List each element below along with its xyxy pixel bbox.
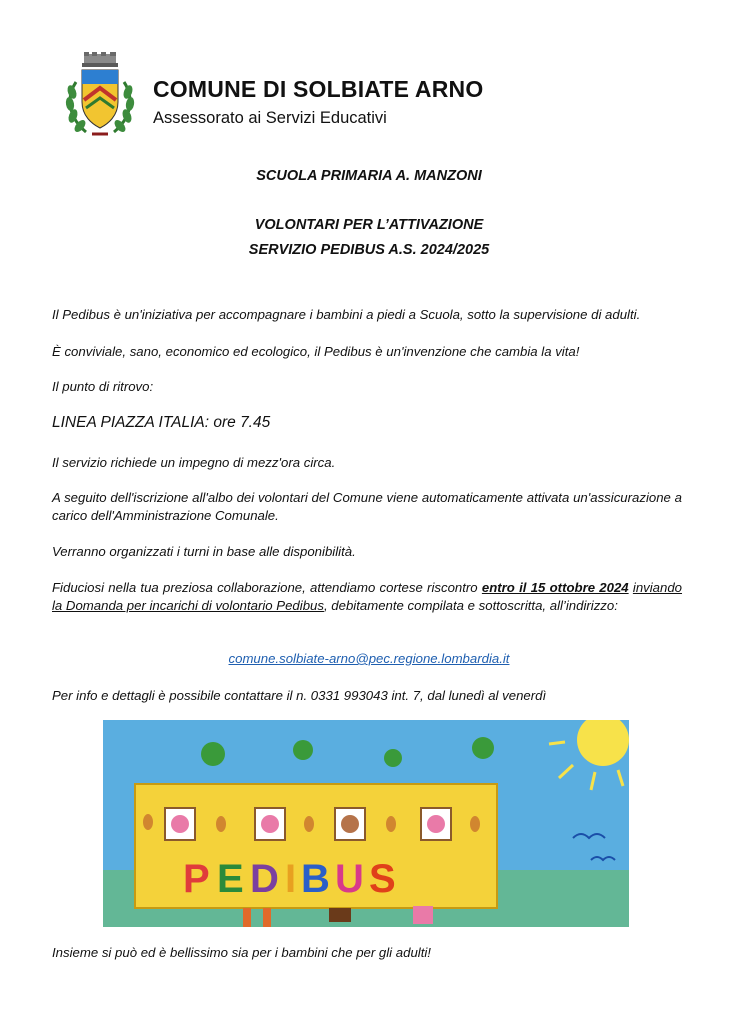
deadline-text: entro il 15 ottobre 2024 <box>481 580 629 595</box>
paragraph-shifts: Verranno organizzati i turni in base alle disponibilità. <box>52 544 356 559</box>
email-link[interactable]: comune.solbiate-arno@pec.regione.lombardia.it <box>228 651 510 666</box>
org-subtitle: Assessorato ai Servizi Educativi <box>153 109 387 127</box>
closing-line: Insieme si può ed è bellissimo sia per i bambini che per gli adulti! <box>52 945 431 960</box>
letter-u: U <box>335 857 364 901</box>
line-schedule: LINEA PIAZZA ITALIA: ore 7.45 <box>52 414 271 431</box>
letter-i: I <box>285 857 297 901</box>
paragraph-commitment: Il servizio richiede un impegno di mezz'ora circa. <box>52 455 336 470</box>
letter-s: S <box>369 857 396 901</box>
letter-d: D <box>250 857 279 901</box>
letter-b: B <box>301 857 330 901</box>
request-text-a: Fiduciosi nella tua preziosa collaborazione, attendiamo cortese riscontro <box>52 580 482 595</box>
school-title: SCUOLA PRIMARIA A. MANZONI <box>256 168 482 184</box>
paragraph-request <box>52 579 682 615</box>
paragraph-contact: Per info e dettagli è possibile contattare il n. 0331 993043 int. 7, dal lunedì al venerdì <box>52 688 547 703</box>
paragraph-benefits: È conviviale, sano, economico ed ecologico, il Pedibus è un'invenzione che cambia la vita! <box>52 344 580 359</box>
application-form-link[interactable]: inviando la Domanda per incarichi di volontario Pedibus <box>52 580 683 613</box>
paragraph-insurance: A seguito dell'iscrizione all'albo dei volontari del Comune viene automaticamente attivata un'assicurazione a carico dell'Amministrazione Comunale. <box>52 490 682 523</box>
paragraph-intro: Il Pedibus è un'iniziativa per accompagnare i bambini a piedi a Scuola, sotto la supervisione di adulti. <box>52 307 641 322</box>
pedibus-illustration <box>103 720 629 927</box>
request-text-c: , debitamente compilata e sottoscritta, all’indirizzo: <box>323 598 618 613</box>
org-name: COMUNE DI SOLBIATE ARNO <box>153 76 484 102</box>
heading-line-2: SERVIZIO PEDIBUS A.S. 2024/2025 <box>248 242 490 258</box>
paragraph-meeting-point: Il punto di ritrovo: <box>52 379 154 394</box>
municipal-crest-icon <box>62 52 138 140</box>
letter-e: E <box>217 857 244 901</box>
letter-p: P <box>183 857 210 901</box>
heading-line-1: VOLONTARI PER L’ATTIVAZIONE <box>254 217 484 233</box>
